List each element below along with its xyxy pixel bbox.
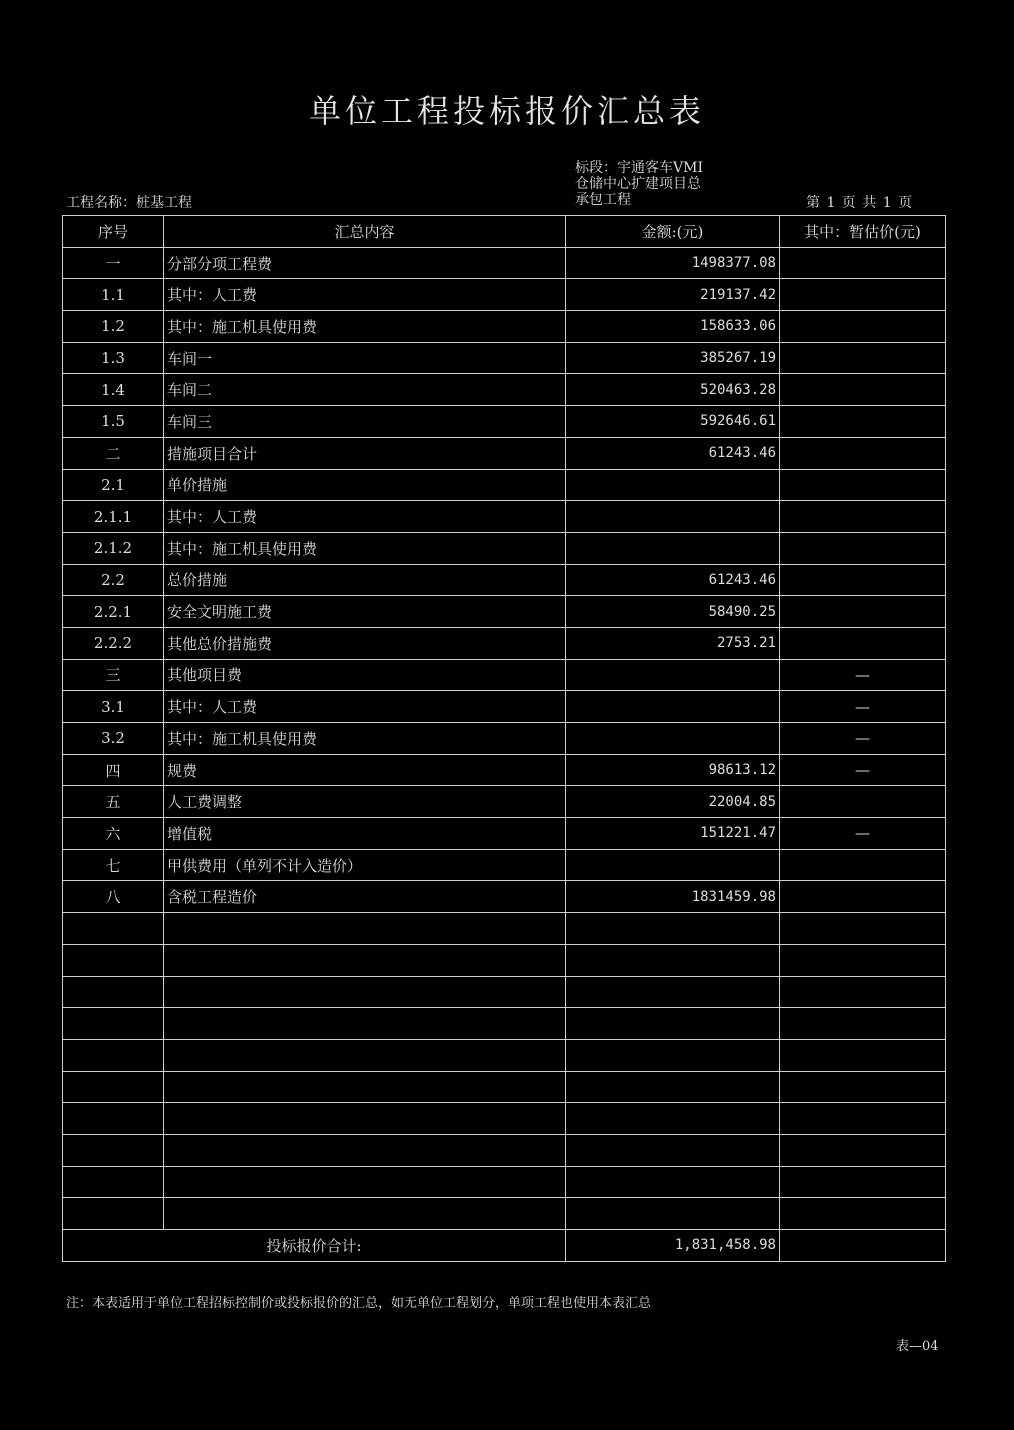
row-content: 其中：施工机具使用费 [164, 723, 566, 755]
row-estimate [780, 1198, 946, 1230]
table-row [63, 596, 946, 628]
table-row [63, 374, 946, 406]
row-estimate [780, 596, 946, 628]
row-content: 其中：人工费 [164, 691, 566, 723]
row-content [164, 1071, 566, 1103]
row-content: 规费 [164, 754, 566, 786]
row-number: 1.3 [63, 342, 164, 374]
section-line: 标段：宇通客车VMI [575, 160, 703, 176]
row-number: 3.1 [63, 691, 164, 723]
row-amount [566, 1008, 780, 1040]
row-content: 单价措施 [164, 469, 566, 501]
row-amount: 219137.42 [566, 279, 780, 311]
table-row [63, 913, 946, 945]
row-number: 三 [63, 659, 164, 691]
row-estimate [780, 1166, 946, 1198]
row-amount [566, 1071, 780, 1103]
table-id: 表—04 [896, 1339, 939, 1354]
row-estimate [780, 501, 946, 533]
row-number: 四 [63, 754, 164, 786]
row-amount: 520463.28 [566, 374, 780, 406]
table-row [63, 564, 946, 596]
row-content [164, 1039, 566, 1071]
page-title: 单位工程投标报价汇总表 [308, 92, 705, 130]
footnote: 注：本表适用于单位工程招标控制价或投标报价的汇总，如无单位工程划分，单项工程也使用本表汇总 [66, 1296, 652, 1311]
total-amount: 1,831,458.98 [566, 1230, 780, 1262]
row-estimate [780, 374, 946, 406]
row-number: 八 [63, 881, 164, 913]
row-estimate [780, 976, 946, 1008]
row-estimate [780, 627, 946, 659]
row-amount [566, 469, 780, 501]
header-no: 序号 [63, 216, 164, 248]
row-amount [566, 976, 780, 1008]
table-row [63, 247, 946, 279]
row-content: 其他总价措施费 [164, 627, 566, 659]
row-number: 1.2 [63, 311, 164, 343]
row-amount: 2753.21 [566, 627, 780, 659]
row-content: 其中：人工费 [164, 279, 566, 311]
table-row [63, 627, 946, 659]
table-row [63, 532, 946, 564]
row-estimate [780, 1134, 946, 1166]
row-estimate [780, 406, 946, 438]
row-content: 措施项目合计 [164, 437, 566, 469]
table-row [63, 342, 946, 374]
row-amount: 1831459.98 [566, 881, 780, 913]
row-content: 甲供费用（单列不计入造价） [164, 849, 566, 881]
row-number [63, 1039, 164, 1071]
total-estimate [780, 1230, 946, 1262]
row-content: 人工费调整 [164, 786, 566, 818]
row-estimate [780, 342, 946, 374]
table-row [63, 754, 946, 786]
row-amount: 61243.46 [566, 564, 780, 596]
row-content: 其中：施工机具使用费 [164, 311, 566, 343]
row-amount: 58490.25 [566, 596, 780, 628]
row-amount [566, 501, 780, 533]
row-estimate [780, 279, 946, 311]
row-number [63, 1008, 164, 1040]
row-number: 2.1 [63, 469, 164, 501]
row-estimate: — [780, 659, 946, 691]
table-row [63, 691, 946, 723]
row-amount [566, 691, 780, 723]
total-label: 投标报价合计: [63, 1230, 566, 1262]
header-amount: 金额:(元) [566, 216, 780, 248]
row-content: 增值税 [164, 818, 566, 850]
table-row [63, 818, 946, 850]
row-estimate: — [780, 723, 946, 755]
row-number: 2.2 [63, 564, 164, 596]
row-estimate [780, 564, 946, 596]
row-estimate [780, 1103, 946, 1135]
row-estimate [780, 1039, 946, 1071]
project-name: 工程名称：桩基工程 [66, 195, 192, 211]
total-row [63, 1230, 946, 1262]
table-row [63, 279, 946, 311]
row-estimate [780, 849, 946, 881]
row-number [63, 1103, 164, 1135]
table-row [63, 1071, 946, 1103]
row-estimate [780, 437, 946, 469]
row-number: 2.2.2 [63, 627, 164, 659]
row-number: 1.1 [63, 279, 164, 311]
table-row [63, 406, 946, 438]
row-estimate: — [780, 754, 946, 786]
table-row [63, 311, 946, 343]
row-number: 六 [63, 818, 164, 850]
row-number [63, 1071, 164, 1103]
row-content: 含税工程造价 [164, 881, 566, 913]
row-number: 2.1.2 [63, 532, 164, 564]
row-estimate [780, 944, 946, 976]
row-amount [566, 1103, 780, 1135]
row-estimate: — [780, 818, 946, 850]
row-number: 二 [63, 437, 164, 469]
row-number: 1.4 [63, 374, 164, 406]
row-estimate: — [780, 691, 946, 723]
row-number [63, 1166, 164, 1198]
row-number: 1.5 [63, 406, 164, 438]
row-estimate [780, 881, 946, 913]
row-content: 安全文明施工费 [164, 596, 566, 628]
row-number [63, 976, 164, 1008]
row-content: 分部分项工程费 [164, 247, 566, 279]
row-content: 其中：人工费 [164, 501, 566, 533]
row-amount [566, 913, 780, 945]
row-number [63, 1134, 164, 1166]
table-row [63, 469, 946, 501]
table-row [63, 1008, 946, 1040]
row-estimate [780, 532, 946, 564]
row-amount [566, 532, 780, 564]
row-estimate [780, 1071, 946, 1103]
table-row [63, 849, 946, 881]
row-content [164, 1008, 566, 1040]
row-estimate [780, 247, 946, 279]
row-amount [566, 1166, 780, 1198]
row-amount: 22004.85 [566, 786, 780, 818]
row-number: 3.2 [63, 723, 164, 755]
table-row [63, 501, 946, 533]
row-amount: 61243.46 [566, 437, 780, 469]
row-amount [566, 659, 780, 691]
row-estimate [780, 913, 946, 945]
row-number [63, 913, 164, 945]
row-content: 总价措施 [164, 564, 566, 596]
table-row [63, 1166, 946, 1198]
table-header-row [63, 216, 946, 248]
row-number [63, 1198, 164, 1230]
table-row [63, 881, 946, 913]
row-amount [566, 1198, 780, 1230]
table-row [63, 1039, 946, 1071]
row-number [63, 944, 164, 976]
table-row [63, 437, 946, 469]
row-content [164, 1166, 566, 1198]
table-row [63, 1103, 946, 1135]
row-number: 五 [63, 786, 164, 818]
row-estimate [780, 311, 946, 343]
page-info: 第 1 页 共 1 页 [806, 195, 914, 211]
table-row [63, 944, 946, 976]
table-row [63, 1198, 946, 1230]
row-content: 车间二 [164, 374, 566, 406]
row-amount [566, 849, 780, 881]
row-amount: 98613.12 [566, 754, 780, 786]
row-amount: 158633.06 [566, 311, 780, 343]
row-content [164, 1134, 566, 1166]
section-info [575, 160, 703, 208]
row-number: 七 [63, 849, 164, 881]
row-number: 2.2.1 [63, 596, 164, 628]
row-amount: 1498377.08 [566, 247, 780, 279]
section-line: 承包工程 [575, 192, 631, 208]
row-amount: 151221.47 [566, 818, 780, 850]
table-row [63, 723, 946, 755]
row-content: 车间一 [164, 342, 566, 374]
summary-table [62, 215, 946, 1262]
row-content: 车间三 [164, 406, 566, 438]
row-amount [566, 944, 780, 976]
row-content [164, 944, 566, 976]
header-estimate: 其中：暂估价(元) [780, 216, 946, 248]
table-row [63, 659, 946, 691]
row-estimate [780, 1008, 946, 1040]
table-row [63, 1134, 946, 1166]
row-estimate [780, 786, 946, 818]
table-body [63, 247, 946, 1229]
row-amount: 592646.61 [566, 406, 780, 438]
header-content: 汇总内容 [164, 216, 566, 248]
row-number: 2.1.1 [63, 501, 164, 533]
row-amount [566, 723, 780, 755]
row-content [164, 1103, 566, 1135]
row-amount: 385267.19 [566, 342, 780, 374]
row-content [164, 913, 566, 945]
row-estimate [780, 469, 946, 501]
table-row [63, 976, 946, 1008]
row-amount [566, 1039, 780, 1071]
row-content [164, 976, 566, 1008]
section-line: 仓储中心扩建项目总 [575, 176, 701, 192]
row-content: 其中：施工机具使用费 [164, 532, 566, 564]
row-number: 一 [63, 247, 164, 279]
row-content [164, 1198, 566, 1230]
table-row [63, 786, 946, 818]
row-content: 其他项目费 [164, 659, 566, 691]
row-amount [566, 1134, 780, 1166]
